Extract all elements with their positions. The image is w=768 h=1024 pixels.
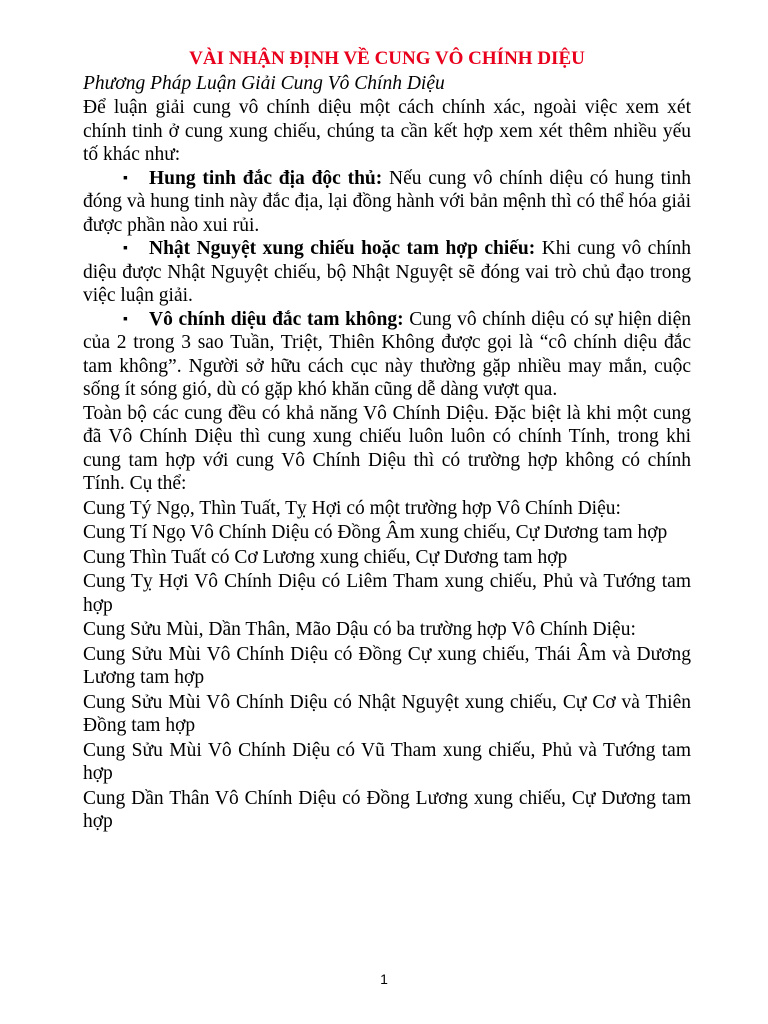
case-paragraph: Cung Sửu Mùi Vô Chính Diệu có Đồng Cự xung chiếu, Thái Âm và Dương Lương tam hợp (83, 643, 691, 688)
bullet-heading: Hung tinh đắc địa độc thủ: (149, 167, 383, 189)
bullet-text: Khi cung vô chính diệu được Nhật Nguyệt chiếu, bộ Nhật Nguyệt sẽ đóng vai trò chủ đạo trong việc luận giải. (83, 238, 691, 306)
bullet-item (83, 308, 691, 402)
document-subtitle: Phương Pháp Luận Giải Cung Vô Chính Diệu (83, 73, 445, 94)
bullet-text: Cung vô chính diệu có sự hiện diện của 2 trong 3 sao Tuần, Triệt, Thiên Không được gọi là “cô chính diệu đắc tam không”. Người sở hữu cách cục này thường gặp nhiều may mắn, cuộc sống ít sóng gió, dù có gặp khó khăn cũng dễ dàng vượt qua. (83, 308, 691, 400)
page-number: 1 (380, 971, 388, 987)
intro-paragraph: Để luận giải cung vô chính diệu một cách chính xác, ngoài việc xem xét chính tinh ở cung xung chiếu, chúng ta cần kết hợp xem xét thêm nhiều yếu tố khác như: (83, 97, 691, 165)
case-paragraph: Cung Sửu Mùi, Dần Thân, Mão Dậu có ba trường hợp Vô Chính Diệu: (83, 619, 636, 640)
case-paragraph: Cung Tý Ngọ, Thìn Tuất, Tỵ Hợi có một trường hợp Vô Chính Diệu: (83, 497, 621, 519)
case-paragraph: Cung Tỵ Hợi Vô Chính Diệu có Liêm Tham xung chiếu, Phủ và Tướng tam hợp (83, 571, 691, 616)
bullet-heading: Nhật Nguyệt xung chiếu hoặc tam hợp chiếu: (149, 238, 536, 259)
bullet-icon: ▪ (123, 311, 128, 327)
case-paragraph: Cung Sửu Mùi Vô Chính Diệu có Nhật Nguyệt xung chiếu, Cự Cơ và Thiên Đồng tam hợp (83, 691, 691, 736)
bullet-heading: Vô chính diệu đắc tam không: (149, 308, 404, 330)
bullet-item (83, 167, 691, 238)
case-paragraph: Cung Sửu Mùi Vô Chính Diệu có Vũ Tham xung chiếu, Phủ và Tướng tam hợp (83, 739, 691, 784)
bullet-text: Nếu cung vô chính diệu có hung tinh đóng và hung tinh này đắc địa, lại đồng hành với bản mệnh thì có thể hóa giải được phần nào xui rủi. (83, 167, 692, 236)
case-paragraph: Cung Dần Thân Vô Chính Diệu có Đồng Lương xung chiếu, Cự Dương tam hợp (83, 787, 691, 832)
document-page (83, 46, 691, 834)
bullet-item (83, 237, 691, 308)
case-paragraph: Cung Tí Ngọ Vô Chính Diệu có Đồng Âm xung chiếu, Cự Dương tam hợp (83, 522, 668, 543)
document-title: VÀI NHẬN ĐỊNH VỀ CUNG VÔ CHÍNH DIỆU (189, 48, 585, 69)
bullet-icon: ▪ (123, 241, 128, 256)
summary-paragraph: Toàn bộ các cung đều có khả năng Vô Chính Diệu. Đặc biệt là khi một cung đã Vô Chính Diệu thì cung xung chiếu luôn luôn có chính Tính, trong khi cung tam hợp với cung Vô Chính Diệu thì có trường hợp không có chính Tính. Cụ thể: (83, 402, 691, 494)
bullet-icon: ▪ (123, 170, 128, 186)
case-paragraph: Cung Thìn Tuất có Cơ Lương xung chiếu, Cự Dương tam hợp (83, 546, 568, 568)
